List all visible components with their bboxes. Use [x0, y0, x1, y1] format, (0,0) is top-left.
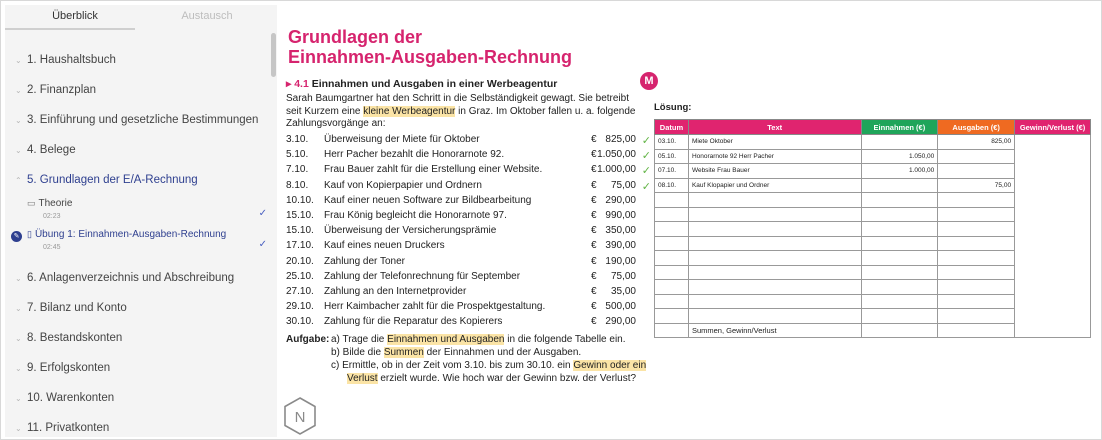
cell-text[interactable]: [688, 309, 861, 324]
transaction-date: 5.10.: [286, 149, 309, 161]
transaction-row: [286, 316, 651, 332]
n-logo-icon: [283, 397, 317, 435]
currency-symbol: €: [591, 225, 597, 237]
sidebar-item-chapter-9[interactable]: [5, 356, 265, 380]
transaction-row: [286, 210, 651, 226]
transaction-row: [286, 240, 651, 256]
cell-date[interactable]: [655, 280, 689, 295]
transaction-row: [286, 180, 651, 196]
transaction-date: 25.10.: [286, 270, 314, 282]
currency-symbol: €: [591, 164, 597, 176]
transaction-amount: 500,00: [605, 301, 636, 313]
transaction-date: 27.10.: [286, 286, 314, 297]
task-text: b) Bilde die: [331, 347, 382, 358]
lesson-title-text: Übung 1: Einnahmen-Ausgaben-Rechnung: [34, 229, 227, 240]
currency-symbol: €: [591, 210, 597, 221]
transaction-text: Kauf von Kopierpapier und Ordnern: [324, 179, 482, 191]
cell-sum-expense[interactable]: [938, 323, 1015, 338]
solution-label: Lösung:: [654, 102, 692, 113]
sidebar-item-chapter-6[interactable]: [5, 266, 265, 290]
transaction-amount: 190,00: [605, 255, 636, 267]
page-title-line-1: Grundlagen der: [288, 27, 423, 47]
solution-row: [655, 135, 1091, 150]
chapter-label: 2. Finanzplan: [27, 84, 97, 96]
chevron-down-icon: ⌄: [15, 55, 22, 65]
transaction-amount: 1.050,00: [597, 149, 636, 161]
cell-date[interactable]: [655, 309, 689, 324]
transaction-text: Herr Kaimbacher zahlt für die Prospektgestaltung.: [324, 301, 546, 313]
cell-text[interactable]: [688, 236, 861, 251]
transaction-date: 7.10.: [286, 164, 309, 176]
chapter-label: 11. Privatkonten: [27, 422, 110, 434]
sidebar-item-chapter-2[interactable]: [5, 78, 265, 102]
transaction-row: [286, 134, 651, 150]
transaction-amount: 350,00: [605, 225, 636, 237]
task-c: [331, 360, 646, 373]
chevron-down-icon: ⌄: [15, 423, 22, 433]
transaction-text: Zahlung der Telefonrechnung für September: [324, 270, 521, 282]
currency-symbol: €: [591, 194, 597, 206]
section-number: ▸ 4.1: [286, 78, 309, 90]
page-title: [288, 27, 572, 67]
intro-text: [286, 93, 636, 131]
sidebar-item-chapter-1[interactable]: [5, 48, 265, 72]
task-highlight: Einnahmen und Ausgaben: [387, 334, 505, 345]
transaction-row: [286, 164, 651, 180]
transaction-text: Zahlung an den Internetprovider: [324, 286, 467, 297]
task-highlight: Gewinn oder ein: [573, 360, 647, 371]
transaction-row: [286, 301, 651, 317]
intro-part: in Graz. Im Oktober fallen u. a. folgende Zahlungsvorgänge an:: [286, 105, 636, 129]
cell-expense[interactable]: 825,00: [938, 135, 1015, 150]
task-a: [331, 334, 626, 347]
transaction-date: 17.10.: [286, 240, 314, 252]
chevron-down-icon: ⌄: [15, 393, 22, 403]
cell-expense[interactable]: [938, 280, 1015, 295]
cell-income[interactable]: [861, 309, 938, 324]
course-sidebar: [5, 5, 277, 437]
transaction-date: 10.10.: [286, 194, 314, 206]
col-header-income: Einnahmen (€): [861, 120, 938, 135]
transaction-date: 15.10.: [286, 210, 314, 221]
check-icon: ✓: [641, 135, 651, 147]
task-text: a) Trage die: [331, 334, 385, 345]
transaction-text: Kauf einer neuen Software zur Bildbearbeitung: [324, 194, 532, 206]
cell-expense[interactable]: [938, 164, 1015, 179]
cell-income[interactable]: [861, 265, 938, 280]
cell-income[interactable]: [861, 193, 938, 208]
transaction-amount: 75,00: [610, 179, 636, 191]
transaction-amount: 990,00: [605, 210, 636, 221]
currency-symbol: €: [591, 149, 597, 161]
active-tab-indicator: [5, 28, 135, 30]
currency-symbol: €: [591, 301, 597, 313]
transaction-row: [286, 225, 651, 241]
chevron-down-icon: ⌄: [15, 303, 22, 313]
cell-date[interactable]: [655, 265, 689, 280]
cell-income[interactable]: [861, 135, 938, 150]
sidebar-scrollbar[interactable]: [271, 33, 276, 77]
transaction-text: Kauf eines neuen Druckers: [324, 240, 445, 252]
cell-text[interactable]: [688, 193, 861, 208]
cell-date[interactable]: 03.10.: [655, 135, 689, 150]
task-highlight: Summen: [383, 347, 424, 358]
cell-date[interactable]: [655, 251, 689, 266]
cell-text[interactable]: Miete Oktober: [688, 135, 861, 150]
transaction-date: 29.10.: [286, 301, 314, 313]
transaction-text: Herr Pacher bezahlt die Honorarnote 92.: [324, 149, 505, 161]
check-icon: ✓: [258, 239, 267, 250]
chapter-label: 5. Grundlagen der E/A-Rechnung: [27, 174, 198, 186]
sidebar-item-chapter-11[interactable]: [5, 416, 265, 437]
check-icon: ✓: [258, 208, 267, 219]
sidebar-item-chapter-7[interactable]: [5, 296, 265, 320]
check-icon: ✓: [641, 150, 651, 163]
currency-symbol: €: [591, 255, 597, 267]
tab-overview[interactable]: Überblick: [52, 10, 98, 22]
lesson-exercise-1[interactable]: [5, 229, 267, 253]
sidebar-item-chapter-4[interactable]: [5, 138, 265, 162]
cell-text[interactable]: [688, 280, 861, 295]
task-text: c) Ermittle, ob in der Zeit vom 3.10. bis zum 30.10. ein: [331, 360, 571, 371]
cell-date[interactable]: [655, 294, 689, 309]
cell-sum-date[interactable]: [655, 323, 689, 338]
lesson-theory[interactable]: [5, 198, 267, 220]
cell-expense[interactable]: [938, 207, 1015, 222]
transaction-text: Frau König begleicht die Honorarnote 97.: [324, 210, 507, 221]
col-header-date: Datum: [655, 120, 689, 135]
cell-expense[interactable]: [938, 222, 1015, 237]
cell-sum-label: Summen, Gewinn/Verlust: [688, 323, 861, 338]
transaction-row: [286, 195, 651, 211]
currency-symbol: €: [591, 240, 597, 252]
transaction-amount: 35,00: [610, 286, 636, 297]
cell-date[interactable]: 05.10.: [655, 149, 689, 164]
lesson-title: [27, 198, 72, 209]
cell-income[interactable]: [861, 251, 938, 266]
cell-result[interactable]: [1015, 135, 1091, 338]
lesson-duration: 02:23: [43, 213, 61, 220]
pencil-icon: ✎: [11, 231, 22, 242]
cell-expense[interactable]: [938, 265, 1015, 280]
col-header-result: Gewinn/Verlust (€): [1015, 120, 1091, 135]
solution-table-body: [655, 135, 1091, 338]
currency-symbol: €: [591, 286, 597, 297]
cell-date[interactable]: 07.10.: [655, 164, 689, 179]
transaction-date: 3.10.: [286, 134, 309, 145]
check-icon: ✓: [641, 180, 651, 193]
cell-expense[interactable]: 75,00: [938, 178, 1015, 193]
video-icon: ▭: [27, 198, 36, 208]
transaction-date: 8.10.: [286, 179, 309, 191]
task-text: in die folgende Tabelle ein.: [507, 334, 626, 345]
section-heading: [286, 78, 557, 90]
transaction-date: 30.10.: [286, 316, 314, 328]
transaction-text: Zahlung für die Reparatur des Kopierers: [324, 316, 503, 328]
intro-part: Sarah Baumgartner hat den Schritt in die Selbständigkeit gewagt. Sie betreibt seit Kurzem eine: [286, 93, 629, 117]
cell-expense[interactable]: [938, 309, 1015, 324]
lesson-title: [27, 229, 226, 240]
transaction-row: [286, 286, 651, 302]
chevron-down-icon: ⌄: [15, 333, 22, 343]
cell-expense[interactable]: [938, 251, 1015, 266]
cell-income[interactable]: [861, 280, 938, 295]
page-title-line-2: Einnahmen-Ausgaben-Rechnung: [288, 47, 573, 67]
transaction-amount: 1.000,00: [597, 164, 636, 176]
cell-text[interactable]: [688, 265, 861, 280]
cell-date[interactable]: [655, 207, 689, 222]
cell-income[interactable]: [861, 294, 938, 309]
cell-income[interactable]: 1.000,00: [861, 164, 938, 179]
check-icon: ✓: [641, 165, 651, 178]
transaction-text: Frau Bauer zahlt für die Erstellung einer Website.: [324, 164, 543, 176]
cell-expense[interactable]: [938, 294, 1015, 309]
task-text: erzielt wurde. Wie hoch war der Gewinn bzw. der Verlust?: [380, 373, 637, 384]
transaction-row: [286, 256, 651, 272]
cell-income[interactable]: [861, 222, 938, 237]
task-b: [331, 347, 581, 360]
cell-text[interactable]: [688, 294, 861, 309]
cell-expense[interactable]: [938, 236, 1015, 251]
lesson-title-text: Theorie: [38, 198, 73, 209]
section-title: Einnahmen und Ausgaben in einer Werbeagentur: [311, 78, 558, 90]
cell-expense[interactable]: [938, 193, 1015, 208]
chapter-label: 3. Einführung und gesetzliche Bestimmungen: [27, 114, 259, 126]
currency-symbol: €: [591, 134, 597, 145]
cell-income[interactable]: [861, 236, 938, 251]
chevron-down-icon: ⌄: [15, 363, 22, 373]
transaction-amount: 290,00: [605, 316, 636, 328]
chapter-label: 9. Erfolgskonten: [27, 362, 111, 374]
cell-income[interactable]: [861, 178, 938, 193]
lesson-duration: 02:45: [43, 244, 61, 251]
transaction-amount: 825,00: [605, 134, 636, 145]
book-icon: ▯: [27, 229, 32, 239]
chevron-down-icon: ⌄: [15, 85, 22, 95]
task-label: Aufgabe:: [286, 334, 330, 345]
transaction-amount: 390,00: [605, 240, 636, 252]
col-header-text: Text: [688, 120, 861, 135]
transaction-row: [286, 149, 651, 165]
sidebar-tabs: [5, 5, 277, 31]
solution-header-row: [655, 120, 1091, 135]
cell-income[interactable]: [861, 207, 938, 222]
tab-exchange[interactable]: Austausch: [181, 10, 233, 22]
cell-text[interactable]: Kauf Klopapier und Ordner: [688, 178, 861, 193]
chapter-label: 10. Warenkonten: [27, 392, 115, 404]
cell-sum-income[interactable]: [861, 323, 938, 338]
task-highlight: Verlust: [347, 373, 378, 384]
transaction-row: [286, 271, 651, 287]
transaction-amount: 290,00: [605, 194, 636, 206]
cell-date[interactable]: [655, 222, 689, 237]
transaction-date: 20.10.: [286, 255, 314, 267]
chevron-down-icon: ⌄: [15, 145, 22, 155]
transaction-text: Überweisung der Miete für Oktober: [324, 134, 480, 145]
currency-symbol: €: [591, 179, 597, 191]
currency-symbol: €: [591, 270, 597, 282]
task-text: der Einnahmen und der Ausgaben.: [426, 347, 582, 358]
cell-income[interactable]: 1.050,00: [861, 149, 938, 164]
chapter-label: 8. Bestandskonten: [27, 332, 123, 344]
cell-date[interactable]: [655, 236, 689, 251]
currency-symbol: €: [591, 316, 597, 328]
chapter-label: 6. Anlagenverzeichnis und Abschreibung: [27, 272, 235, 284]
chapter-label: 4. Belege: [27, 144, 76, 156]
sidebar-item-chapter-10[interactable]: [5, 386, 265, 410]
cell-text[interactable]: [688, 251, 861, 266]
chevron-down-icon: ⌄: [15, 273, 22, 283]
cell-text[interactable]: Website Frau Bauer: [688, 164, 861, 179]
task-c-continued: [347, 373, 636, 386]
sidebar-item-chapter-3[interactable]: [5, 108, 265, 132]
transaction-text: Zahlung der Toner: [324, 255, 405, 267]
workbook-page: [283, 5, 1099, 437]
n-logo-letter: N: [294, 409, 306, 426]
chapter-label: 7. Bilanz und Konto: [27, 302, 127, 314]
col-header-expense: Ausgaben (€): [938, 120, 1015, 135]
transaction-amount: 75,00: [610, 270, 636, 282]
cell-text[interactable]: Honorarnote 92 Herr Pacher: [688, 149, 861, 164]
solution-table: [654, 119, 1091, 338]
transaction-date: 15.10.: [286, 225, 314, 237]
cell-text[interactable]: [688, 207, 861, 222]
m-logo-icon: M: [640, 72, 658, 90]
cell-date[interactable]: [655, 193, 689, 208]
sidebar-item-chapter-5[interactable]: [5, 168, 265, 192]
cell-text[interactable]: [688, 222, 861, 237]
chevron-down-icon: ⌄: [15, 115, 22, 125]
chevron-up-icon: ⌃: [15, 175, 22, 185]
transaction-text: Überweisung der Versicherungsprämie: [324, 225, 497, 237]
sidebar-item-chapter-8[interactable]: [5, 326, 265, 350]
intro-highlight: kleine Werbeagentur: [363, 105, 456, 117]
cell-date[interactable]: 08.10.: [655, 178, 689, 193]
chapter-label: 1. Haushaltsbuch: [27, 54, 116, 66]
cell-expense[interactable]: [938, 149, 1015, 164]
